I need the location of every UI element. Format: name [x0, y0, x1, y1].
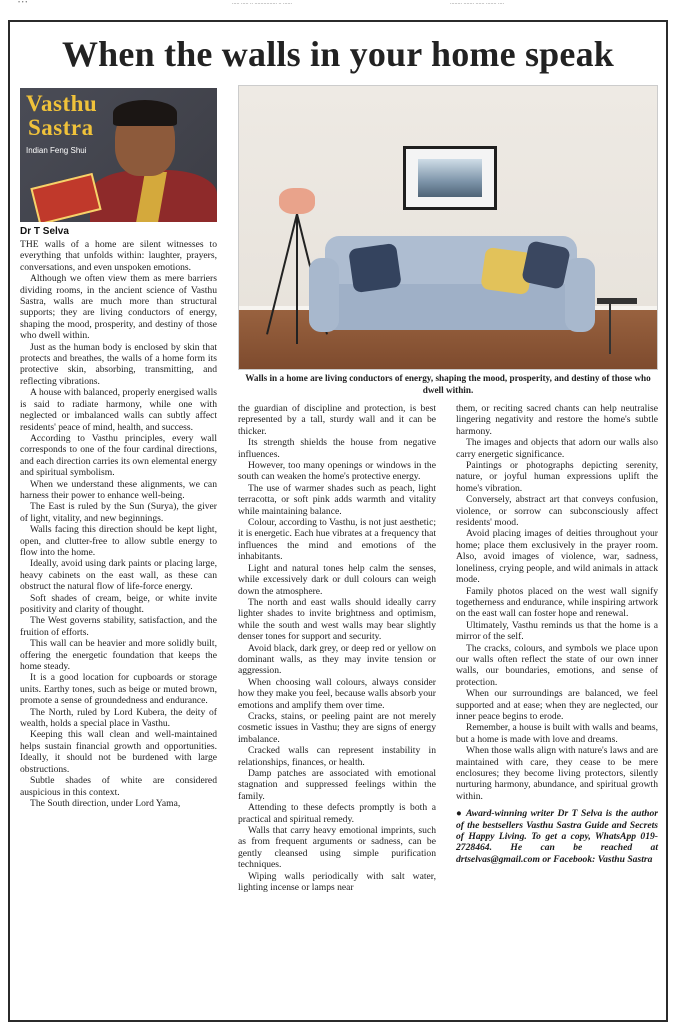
paragraph: Keeping this wall clean and well-maintained helps sustain financial growth and opportunities. Ideally, it should not be burdened with large obstructions.: [20, 729, 217, 775]
paragraph: The North, ruled by Lord Kubera, the deity of wealth, holds a special place in Vasthu.: [20, 706, 217, 730]
lamp-leg: [296, 214, 298, 344]
sofa-arm-right: [565, 258, 595, 332]
paragraph: However, too many openings or windows in the south can weaken the home's protective energy.: [238, 460, 436, 483]
brand-word-vasthu: Vasthu: [26, 91, 98, 116]
photo-caption: Walls in a home are living conductors of energy, shaping the mood, prosperity, and destiny of those who dwell within.: [245, 373, 651, 395]
paragraph: Just as the human body is enclosed by skin that protects and breathes, the walls of a home form its protective skin, absorbing, transmitting, and reflecting vibrations.: [20, 341, 217, 387]
living-room-photo: [238, 85, 658, 370]
paragraph: Light and natural tones help calm the senses, while excessively dark or dull colours can weigh down the atmosphere.: [238, 562, 436, 597]
author-note-text: Award-winning writer Dr T Selva is the author of the bestsellers Vasthu Sastra Guide and Secrets of Happy Living. To get a copy, WhatsApp 019-2728464. He can be reached at drtselvas@gmail.com or Facebook: Vasthu Sastra: [456, 808, 659, 865]
author-hair: [113, 100, 177, 126]
author-note: [456, 808, 658, 865]
cushion-navy: [348, 243, 402, 293]
paragraph: The north and east walls should ideally carry lighter shades to invite brightness and optimism, while the south and west walls may bear slightly denser tones for support and security.: [238, 596, 436, 643]
side-table-leg: [609, 304, 611, 354]
paragraph: Remember, a house is built with walls and beams, but a home is made with love and dreams.: [456, 722, 658, 745]
brand-word-sastra: Sastra: [28, 115, 94, 140]
paragraph: The South direction, under Lord Yama,: [30, 797, 181, 809]
floor-lamp-shade: [279, 188, 315, 214]
paragraph: Soft shades of cream, beige, or white invite positivity and clarity of thought.: [20, 592, 217, 615]
article-column-1: [20, 226, 217, 809]
sofa-arm-left: [309, 258, 339, 332]
author-photo: [20, 88, 217, 222]
paragraph: Avoid black, dark grey, or deep red or yellow on dominant walls, as they may invite tension or aggression.: [238, 642, 436, 677]
paragraph: When our surroundings are balanced, we feel supported and at ease; when they are neglected, our inner peace begins to erode.: [456, 688, 658, 722]
strip-fragment: ..... ..... .. ............... .. ......: [232, 0, 292, 6]
wall-picture-image: [418, 159, 482, 197]
paragraph: Paintings or photographs depicting serenity, nature, or joyful human expressions uplift the home's vibration.: [456, 460, 658, 494]
side-table-top: [597, 298, 637, 304]
brand-tagline: Indian Feng Shui: [26, 146, 87, 155]
paragraph: The use of warmer shades such as peach, light terracotta, or soft pink adds warmth and vitality while maintaining balance.: [238, 482, 436, 517]
paragraph: Wiping walls periodically with salt water, lighting incense or lamps near: [238, 870, 436, 894]
article-headline: When the walls in your home speak: [61, 34, 614, 74]
paragraph: When choosing wall colours, always consider how they make you feel, because walls absorb your emotions and amplify them over time.: [238, 676, 436, 711]
paragraph: When we understand these alignments, we can harness their power to enhance well-being.: [20, 478, 217, 501]
paragraph: Walls that carry heavy emotional imprints, such as from frequent arguments or sadness, can be gently cleansed using simple purification techniques.: [238, 825, 436, 871]
bullet-icon: ●: [456, 808, 463, 820]
paragraph: When those walls align with nature's laws and are maintained with care, they cease to be mere enclosures; they become living protectors, silently nurturing harmony, abundance, and spiritual growth within.: [456, 745, 658, 802]
paragraph: Subtle shades of white are considered auspicious in this context.: [20, 775, 217, 798]
cushion-patterned: [521, 240, 571, 290]
paragraph: Family photos placed on the west wall signify togetherness and endurance, while inspiring artwork on the east wall can foster hope and renewal.: [456, 585, 658, 620]
previous-page-strip: [0, 0, 675, 10]
paragraph: the guardian of discipline and protection, is best represented by a tall, sturdy wall and it can be thicker.: [238, 403, 436, 437]
paragraph: The images and objects that adorn our walls also carry energetic significance.: [456, 437, 658, 460]
wall-picture-frame: [403, 146, 497, 210]
paragraph: The West governs stability, satisfaction, and the fruition of efforts.: [20, 615, 217, 638]
paragraph: Cracks, stains, or peeling paint are not merely cosmetic issues in Vasthu; they are signs of energy imbalance.: [238, 710, 436, 745]
paragraph: Avoid placing images of deities throughout your home; place them exclusively in the prayer room. Also, avoid images of violence, war, sadness, loneliness, crying people, and wild animals in attack mode.: [456, 528, 658, 586]
paragraph: THE walls of a home are silent witnesses to everything that unfolds within: laughter, prayers, conversations, and even unspoken emotions.: [20, 239, 217, 273]
strip-fragment: ........ ....... ...... ....... ....: [450, 0, 504, 6]
paragraph: Walls facing this direction should be kept light, open, and clutter-free to allow subtle energy to flow into the home.: [20, 524, 217, 558]
paragraph: A house with balanced, properly energised walls is said to radiate harmony, while one with neglected or imbalanced walls can subtly affect residents' peace of mind, health, and success.: [20, 387, 217, 433]
article-column-3: [456, 403, 658, 865]
paragraph: Its strength shields the house from negative influences.: [238, 437, 436, 460]
paragraph: Damp patches are associated with emotional stagnation and suppressed feelings within the family.: [238, 768, 436, 802]
paragraph: Ideally, avoid using dark paints or placing large, heavy cabinets on the east wall, as these can obstruct the natural flow of life-force energy.: [20, 558, 217, 593]
paragraph: According to Vasthu principles, every wall corresponds to one of the four cardinal directions, and each direction carries its own elemental energy and spiritual symbolism.: [20, 432, 217, 479]
paragraph: Conversely, abstract art that conveys confusion, violence, or sorrow can subconsciously affect residents' mood.: [456, 494, 658, 529]
paragraph: Although we often view them as mere barriers dividing rooms, in the ancient science of Vasthu Sastra, walls are much more than structural supports; they are living conductors of energy, shaping the mood, prosperity, and destiny of those who dwell within.: [20, 273, 217, 342]
article-frame: [8, 20, 668, 1022]
byline: Dr T Selva: [20, 226, 69, 237]
lamp-leg: [266, 214, 298, 335]
paragraph: Colour, according to Vasthu, is not just aesthetic; it is energetic. Each hue vibrates at a frequency that influences the mind and emotions of the inhabitants.: [238, 517, 437, 563]
paragraph: them, or reciting sacred chants can help neutralise lingering negativity and restore the home's subtle harmony.: [456, 403, 658, 437]
paragraph: This wall can be heavier and more solidly built, offering the energetic foundation that keeps the home steady.: [20, 638, 217, 673]
paragraph: Attending to these defects promptly is both a practical and spiritual remedy.: [238, 802, 436, 825]
article-column-2: [238, 403, 436, 893]
paragraph: It is a good location for cupboards or storage units. Earthy tones, such as beige or muted brown, promote a sense of groundedness and endurance.: [20, 672, 217, 707]
paragraph: The East is ruled by the Sun (Surya), the giver of light, vitality, and new beginnings.: [20, 501, 217, 524]
paragraph: Ultimately, Vasthu reminds us that the home is a mirror of the self.: [456, 619, 658, 643]
strip-fragment: • • •: [18, 0, 28, 6]
paragraph: Cracked walls can represent instability in relationships, finances, or health.: [238, 745, 436, 768]
paragraph: The cracks, colours, and symbols we place upon our walls often reflect the state of our own inner walls, our boundaries, emotions, and sense of protection.: [456, 642, 658, 688]
